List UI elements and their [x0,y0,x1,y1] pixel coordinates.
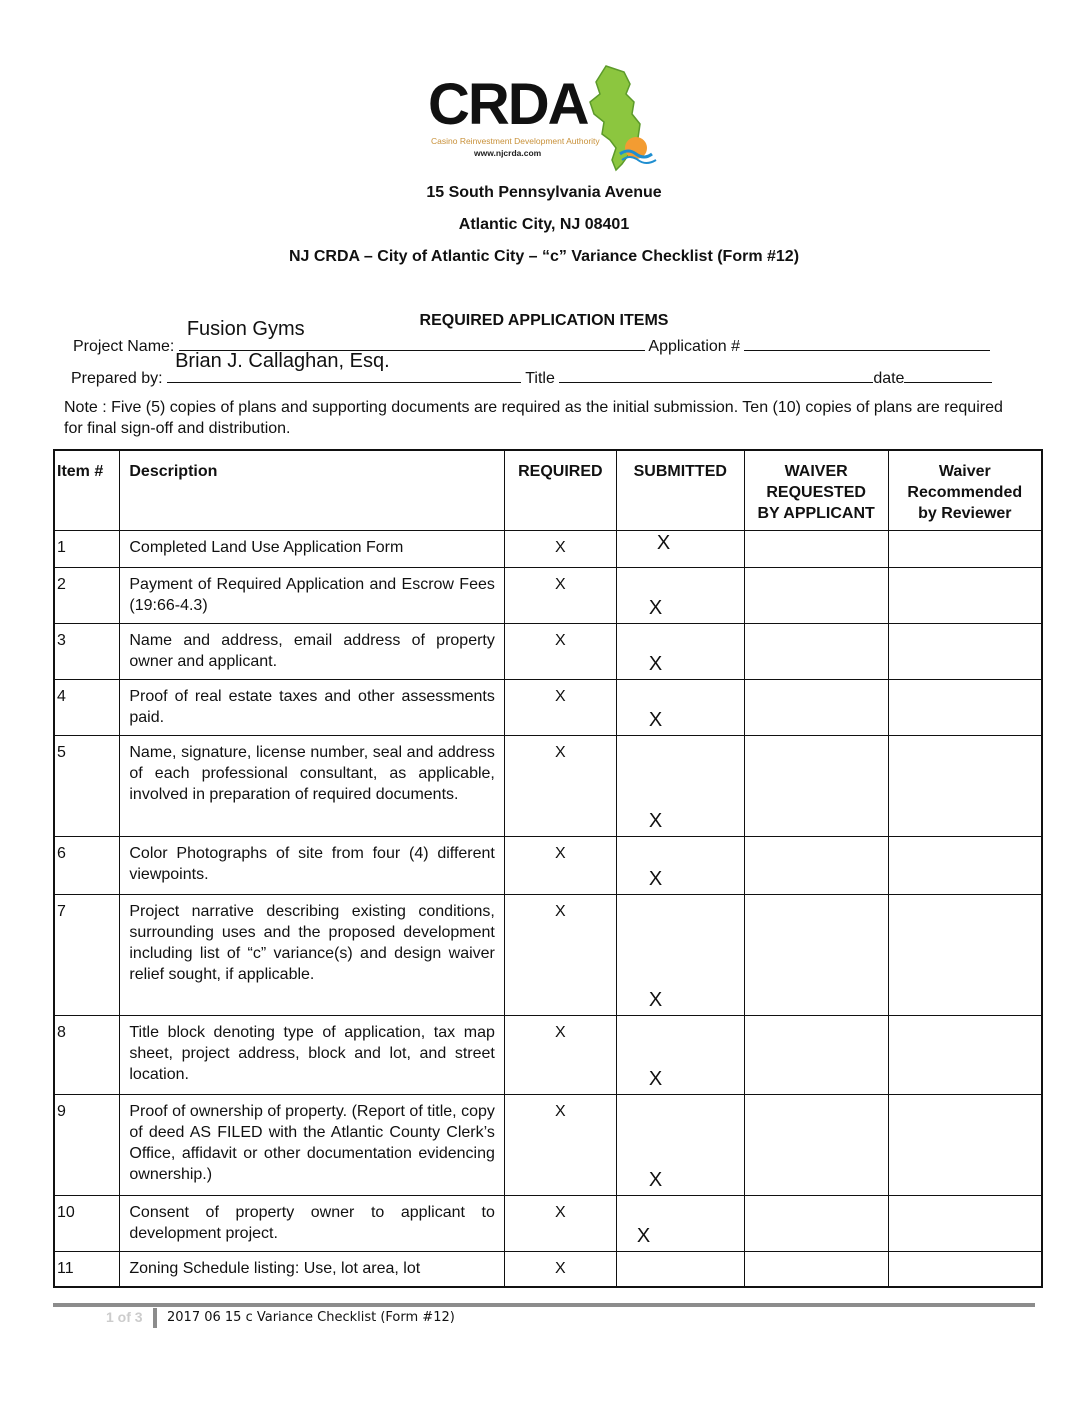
waiver-requested-cell[interactable] [744,531,888,568]
table-row [54,1016,1042,1095]
submitted-x-mark: X [636,1225,651,1247]
page-number: 1 of 3 [106,1309,143,1325]
waiver-requested-cell[interactable] [744,1095,888,1196]
required-mark[interactable]: X [504,624,616,680]
waiver-requested-cell[interactable] [744,624,888,680]
submitted-mark[interactable] [616,736,744,837]
waiver-requested-cell[interactable] [744,837,888,895]
table-row [54,531,1042,568]
submitted-x-mark: X [648,653,663,675]
waiver-recommended-cell[interactable] [888,1252,1042,1288]
table-row [54,837,1042,895]
waiver-requested-cell[interactable] [744,1252,888,1288]
waiver-requested-cell[interactable] [744,680,888,736]
required-mark[interactable]: X [504,531,616,568]
required-mark[interactable]: X [504,736,616,837]
submitted-x-mark: X [648,1169,663,1191]
submitted-mark[interactable] [616,568,744,624]
header-waiver-requested: WAIVER REQUESTED BY APPLICANT [744,450,888,531]
project-name-label: Project Name: [73,338,175,355]
submitted-mark[interactable] [616,680,744,736]
submitted-mark[interactable] [616,1016,744,1095]
title-label: Title [525,370,555,387]
waiver-requested-cell[interactable] [744,568,888,624]
item-description: Completed Land Use Application Form [120,531,505,568]
item-description: Zoning Schedule listing: Use, lot area, lot [120,1252,505,1288]
required-mark[interactable]: X [504,568,616,624]
table-row [54,895,1042,1016]
prepared-by-field[interactable] [167,350,521,383]
header-waiver-recommended: Waiver Recommended by Reviewer [888,450,1042,531]
item-number: 3 [54,624,120,680]
submitted-mark[interactable] [616,895,744,1016]
waiver-requested-cell[interactable] [744,736,888,837]
address-line-2: Atlantic City, NJ 08401 [458,216,630,233]
item-number: 7 [54,895,120,1016]
submitted-x-mark: X [648,709,663,731]
submission-note: Note : Five (5) copies of plans and supporting documents are required as the initial submission. Ten (10) copies of plans are required for final sign-off and distribution. [64,399,1003,437]
prepared-by-label: Prepared by: [71,370,163,387]
waiver-recommended-cell[interactable] [888,895,1042,1016]
item-description: Payment of Required Application and Escrow Fees (19:66-4.3) [120,568,505,624]
waiver-recommended-cell[interactable] [888,837,1042,895]
title-field[interactable] [559,366,873,383]
waiver-recommended-cell[interactable] [888,1196,1042,1252]
table-row [54,1196,1042,1252]
table-row [54,1095,1042,1196]
table-row [54,1252,1042,1288]
item-number: 5 [54,736,120,837]
submitted-mark[interactable] [616,1196,744,1252]
item-description: Name, signature, license number, seal and address of each professional consultant, as applicable, involved in preparation of required documents. [120,736,505,837]
new-jersey-map-icon [586,64,660,174]
item-description: Proof of ownership of property. (Report of title, copy of deed AS FILED with the Atlantic County Clerk’s Office, affidavit or other documentation evidencing ownership.) [120,1095,505,1196]
form-title: NJ CRDA – City of Atlantic City – “c” Variance Checklist (Form #12) [288,248,800,265]
item-description: Project narrative describing existing conditions, surrounding uses and the proposed development including list of “c” variance(s) and design waiver relief sought, if applicable. [120,895,505,1016]
table-header-row [54,450,1042,531]
submitted-x-mark: X [648,868,663,890]
submitted-mark[interactable] [616,624,744,680]
required-mark[interactable]: X [504,837,616,895]
item-number: 4 [54,680,120,736]
submitted-x-mark: X [648,989,663,1011]
waiver-recommended-cell[interactable] [888,736,1042,837]
required-mark[interactable]: X [504,1252,616,1288]
date-field[interactable] [904,366,992,383]
item-number: 10 [54,1196,120,1252]
item-number: 9 [54,1095,120,1196]
item-number: 8 [54,1016,120,1095]
table-row [54,624,1042,680]
logo-subtitle: Casino Reinvestment Development Authority [431,136,600,146]
item-description: Color Photographs of site from four (4) different viewpoints. [120,837,505,895]
address-line-1: 15 South Pennsylvania Avenue [426,184,662,201]
waiver-recommended-cell[interactable] [888,1095,1042,1196]
prepared-by-row [71,350,992,388]
item-number: 1 [54,531,120,568]
header-description: Description [120,450,505,531]
waiver-requested-cell[interactable] [744,1196,888,1252]
required-mark[interactable]: X [504,680,616,736]
item-number: 2 [54,568,120,624]
item-description: Title block denoting type of application, tax map sheet, project address, block and lot, and street location. [120,1016,505,1095]
required-mark[interactable]: X [504,1196,616,1252]
table-row [54,736,1042,837]
submitted-x-mark: X [648,597,663,619]
header-required: REQUIRED [504,450,616,531]
submitted-mark[interactable] [616,1095,744,1196]
submitted-mark[interactable] [616,531,744,568]
crda-logo [428,64,660,174]
submitted-x-mark: X [648,1068,663,1090]
table-row [54,680,1042,736]
logo-wordmark: CRDA [428,72,588,137]
required-mark[interactable]: X [504,1095,616,1196]
item-number: 6 [54,837,120,895]
header-submitted: SUBMITTED [616,450,744,531]
waiver-recommended-cell[interactable] [888,680,1042,736]
submitted-x-mark: X [648,810,663,832]
item-description: Name and address, email address of property owner and applicant. [120,624,505,680]
section-title: REQUIRED APPLICATION ITEMS [419,312,669,329]
application-label: Application # [648,338,741,355]
item-description: Consent of property owner to applicant to development project. [120,1196,505,1252]
waiver-requested-cell[interactable] [744,895,888,1016]
footer-document-name: 2017 06 15 c Variance Checklist (Form #12) [167,1310,455,1325]
table-row [54,568,1042,624]
header-item: Item # [54,450,120,531]
required-mark[interactable]: X [504,1016,616,1095]
prepared-by-value: Brian J. Callaghan, Esq. [175,350,390,372]
submitted-mark[interactable] [616,1252,744,1288]
waiver-recommended-cell[interactable] [888,624,1042,680]
date-label: date [873,370,905,387]
checklist-table [53,449,1043,1288]
waiver-recommended-cell[interactable] [888,568,1042,624]
submitted-mark[interactable] [616,837,744,895]
waiver-requested-cell[interactable] [744,1016,888,1095]
project-name-value: Fusion Gyms [186,318,305,340]
item-number: 11 [54,1252,120,1288]
footer-rule [53,1303,1035,1307]
waiver-recommended-cell[interactable] [888,531,1042,568]
footer-divider [153,1308,157,1328]
item-description: Proof of real estate taxes and other assessments paid. [120,680,505,736]
application-number-field[interactable] [744,334,990,351]
required-mark[interactable]: X [504,895,616,1016]
waiver-recommended-cell[interactable] [888,1016,1042,1095]
submitted-x-mark: X [656,532,671,554]
logo-url: www.njcrda.com [474,148,542,158]
